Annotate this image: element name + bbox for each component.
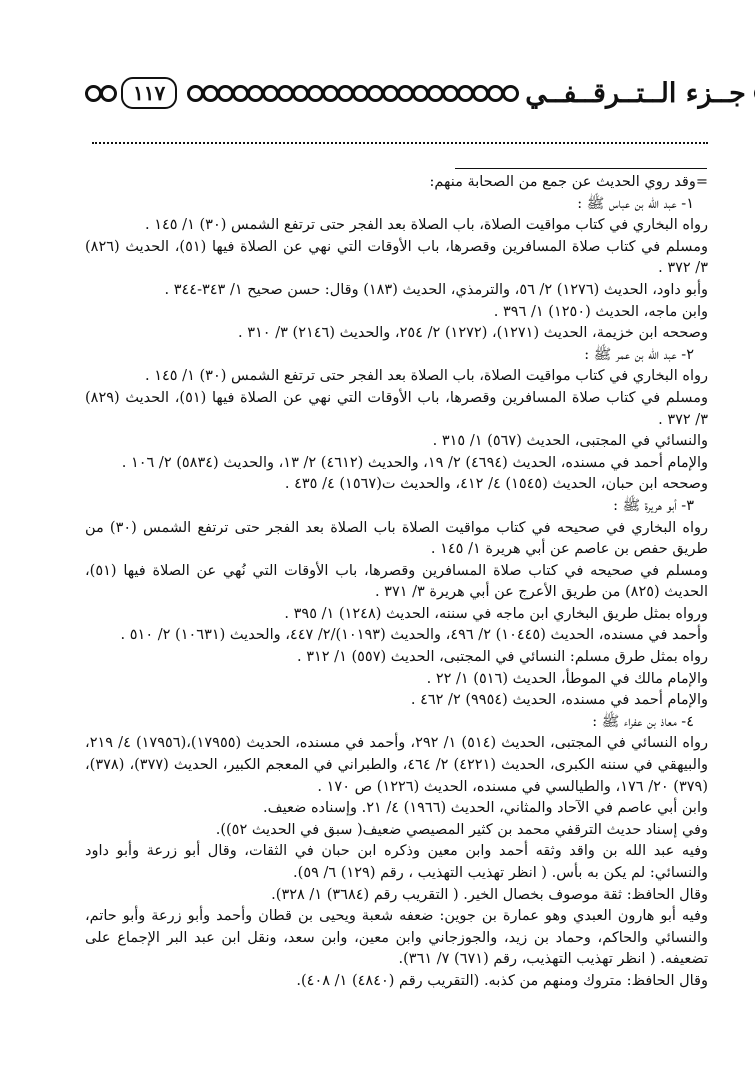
text-line: وصححه ابن خزيمة، الحديث (١٢٧١)، (١٢٧٢) ٢/ ٢٥٤، والحديث (٢١٤٦) ٣/ ٣١٠ . <box>238 325 708 342</box>
text-line: رواه البخاري في كتاب مواقيت الصلاة، باب الصلاة بعد الفجر حتى ترتفع الشمس (٣٠) ١/ ١٤٥ . <box>144 217 708 234</box>
text-line: وأحمد في مسنده، الحديث (١٠٤٤٥) ٢/ ٤٩٦، والحديث (١٠١٩٣)/٢/ ٤٤٧، والحديث (١٠٦٣١) ٢/ ٥١٠ . <box>120 627 708 644</box>
section-heading: ١- عبد الله بن عباس ﷺ : <box>577 195 694 212</box>
text-line: ومسلم في كتاب صلاة المسافرين وقصرها، باب الأوقات التي نهي عن الصلاة فيها (٥١)، الحديث (٨٢٩) ٣/ ٣٧٢ . <box>85 389 708 428</box>
text-line: رواه النسائي في المجتبى، الحديث (٥١٤) ١/ ٢٩٢، وأحمد في مسنده، الحديث (١٧٩٥٥)،(١٧٩٥٦) ٤/ ٢١٩، والبيهقي في سننه الكبرى، الحديث (٤٢٢١) ٢/ ٤٦٤، والطبراني في المعجم الكبير، الحديث (٣٧٧)، (٣٧٨)، (٣٧٩) ٢٠/ ١٧٦، والطيالسي في مسنده، الحديث (١٢٢٦) ص ١٧٠ . <box>85 735 708 795</box>
ornament-row-icon <box>187 85 517 102</box>
text-line: والنسائي في المجتبى، الحديث (٥٦٧) ١/ ٣١٥ . <box>432 433 708 450</box>
text-line: ومسلم في كتاب صلاة المسافرين وقصرها، باب الأوقات التي نهي عن الصلاة فيها (٥١)، الحديث (٨٢٦) ٣/ ٣٧٢ . <box>85 238 708 277</box>
text-line: والإمام مالك في الموطأ، الحديث (٥١٦) ١/ ٢٢ . <box>426 670 708 687</box>
page-title: جــزء الــتــرقــفــي <box>525 77 746 109</box>
text-line: وابن ماجه، الحديث (١٢٥٠) ١/ ٣٩٦ . <box>493 303 708 320</box>
text-line: رواه بمثل طرق مسلم: النسائي في المجتبى، الحديث (٥٥٧) ١/ ٣١٢ . <box>296 649 708 666</box>
section-heading: ٣- أبو هريرة ﷺ : <box>613 497 694 514</box>
ornament-pair-icon <box>85 85 115 102</box>
text-line: وفي إسناد حديث الترقفي محمد بن كثير المصيصي ضعيف( سبق في الحديث ٥٢)). <box>215 821 708 838</box>
section-heading: ٢- عبد الله بن عمر ﷺ : <box>584 346 694 363</box>
text-line: وابن أبي عاصم في الآحاد والمثاني، الحديث (١٩٦٦) ٤/ ٢١. وإسناده ضعيف. <box>263 800 708 817</box>
text-line: ومسلم في صحيحه في كتاب صلاة المسافرين وقصرها، باب الأوقات التي نُهي عن الصلاة فيها (٥١)، الحديث (٨٢٥) من طريق الأعرج عن أبي هريرة ٣/ ٣٧١ . <box>85 562 708 601</box>
text-line: رواه البخاري في صحيحه في كتاب مواقيت الصلاة باب الصلاة بعد الفجر حتى ترتفع الشمس (٣٠) من طريق حفص بن عاصم عن أبي هريرة ١/ ١٤٥ . <box>85 519 708 558</box>
page-header <box>85 66 746 120</box>
text-line: =وقد روي الحديث عن جمع من الصحابة منهم: <box>429 174 708 190</box>
text-line: والإمام أحمد في مسنده، الحديث (٩٩٥٤) ٢/ ٤٦٢ . <box>410 692 708 709</box>
footnote-rule <box>455 168 707 169</box>
section-heading: ٤- معاذ بن عفراء ﷺ : <box>592 713 694 730</box>
text-line: وفيه أبو هارون العبدي وهو عمارة بن جوين: ضعفه شعبة ويحيى بن قطان وأحمد وأبو زرعة وأبو حاتم، والنسائي والحاكم، وحماد بن زيد، والجوزجاني وابن معين، وابن سعد، ونقل ابن عبد البر الإجماع على تضعيفه. ( انظر تهذيب التهذيب، رقم (٦٧١) ٧/ ٣٦١). <box>85 908 708 968</box>
page-number: ١١٧ <box>121 77 177 109</box>
text-line: رواه البخاري في كتاب مواقيت الصلاة، باب الصلاة بعد الفجر حتى ترتفع الشمس (٣٠) ١/ ١٤٥ . <box>144 368 708 385</box>
header-ornaments-left <box>85 77 517 109</box>
text-line: وفيه عبد الله بن واقد وثقه أحمد وابن معين وذكره ابن حبان في الثقات، وقال أبو زرعة وأبو داود والنسائي: لم يكن به بأس. ( انظر تهذيب التهذيب ، رقم (١٢٩) ٦/ ٥٩). <box>85 843 708 881</box>
text-line: والإمام أحمد في مسنده، الحديث (٤٦٩٤) ٢/ ١٩، والحديث (٤٦١٢) ٢/ ١٣، والحديث (٥٨٣٤) ٢/ ١٠٦ . <box>121 454 708 471</box>
text-line: وقال الحافظ: متروك ومنهم من كذبه. (التقريب رقم (٤٨٤٠) ١/ ٤٠٨). <box>296 972 708 989</box>
dotted-separator <box>92 140 708 144</box>
text-line: وأبو داود، الحديث (١٢٧٦) ٢/ ٥٦، والترمذي، الحديث (١٨٣) وقال: حسن صحيح ١/ ٣٤٣-٣٤٤ . <box>164 281 708 298</box>
text-line: ورواه بمثل طريق البخاري ابن ماجه في سننه، الحديث (١٢٤٨) ١/ ٣٩٥ . <box>284 605 708 622</box>
text-line: وصححه ابن حبان، الحديث (١٥٤٥) ٤/ ٤١٢، والحديث ت(١٥٦٧) ٤/ ٤٣٥ . <box>284 476 708 493</box>
footnote-body <box>85 172 708 993</box>
text-line: وقال الحافظ: ثقة موصوف بخصال الخير. ( التقريب رقم (٣٦٨٤) ١/ ٣٢٨). <box>271 886 708 903</box>
